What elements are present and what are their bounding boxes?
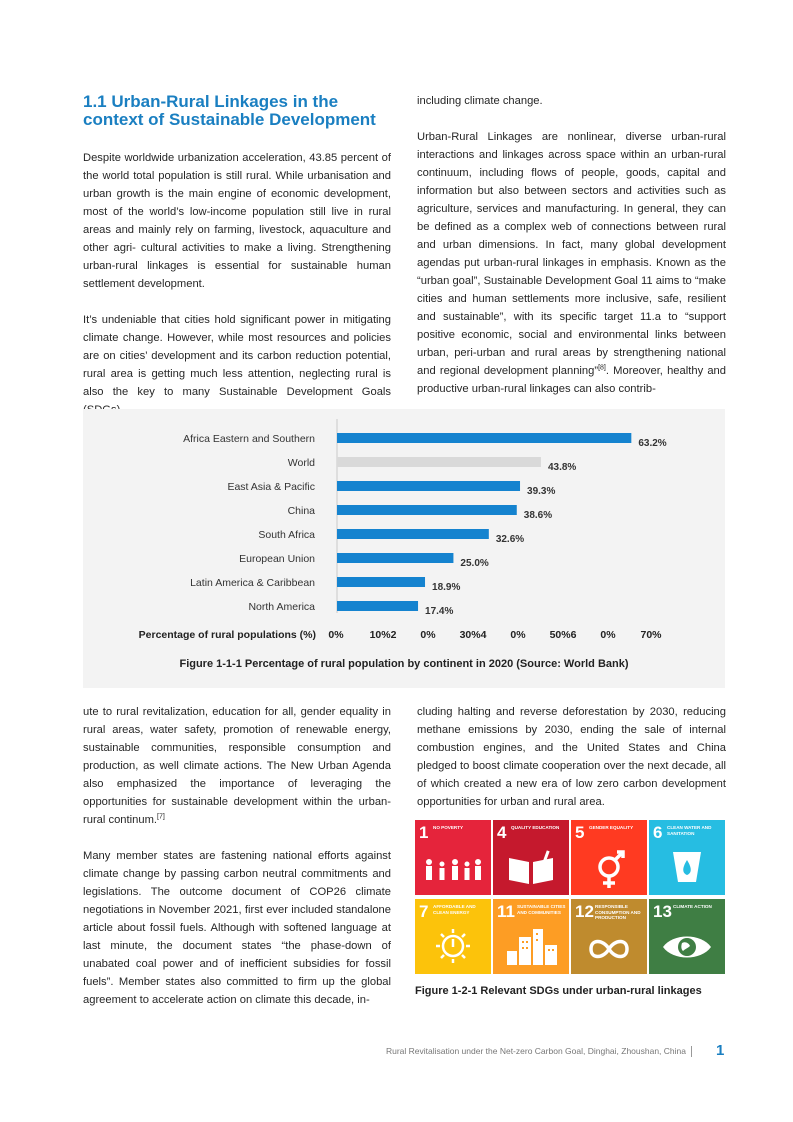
bottom-right-column	[417, 703, 726, 811]
bar-chart	[83, 409, 725, 649]
paragraph-text: ute to rural revitalization, education for all, gender equality in rural areas, water safety, promotion of renewable energy, sustainable communities, responsible consumption and production, as well climate actions. The New Urban Agenda also emphasized the importance of leveraging the opportunities for sustainable development within the urban-rural continum.	[83, 706, 391, 826]
sdg-label: CLIMATE ACTION	[673, 904, 712, 909]
bottom-left-column	[83, 703, 391, 1009]
category-label: North America	[248, 601, 315, 613]
x-tick-label: 70%	[640, 629, 662, 641]
bar	[337, 457, 541, 467]
reference-mark: [8]	[598, 364, 606, 372]
category-label: Latin America & Caribbean	[190, 577, 315, 589]
sdg-label: AFFORDABLE AND CLEAN ENERGY	[433, 904, 476, 915]
sdg-number: 6	[653, 823, 663, 842]
bar	[337, 505, 517, 515]
sdg-tile-12	[571, 899, 647, 974]
paragraph	[83, 703, 391, 829]
x-tick-label: 50%6	[549, 629, 577, 641]
bar	[337, 577, 425, 587]
page-number: 1	[716, 1042, 725, 1059]
x-tick-label: 0%	[600, 629, 616, 641]
sdg-tile-7	[415, 899, 491, 974]
category-label: European Union	[239, 553, 315, 565]
paragraph	[417, 128, 726, 398]
category-label: South Africa	[258, 529, 315, 541]
book-icon	[493, 820, 569, 895]
sdg-label: QUALITY EDUCATION	[511, 825, 560, 830]
value-label: 39.3%	[527, 486, 556, 497]
people-icon	[415, 820, 491, 895]
eye-globe-icon	[649, 899, 725, 974]
sdg-tile-13	[649, 899, 725, 974]
sdg-number: 12	[575, 902, 594, 921]
sdg-tile-11	[493, 899, 569, 974]
x-tick-label: 30%4	[459, 629, 487, 641]
sdg-label: CLEAN WATER AND SANITATION	[667, 825, 712, 836]
x-tick-label: 0%	[328, 629, 344, 641]
sdg-number: 7	[419, 902, 429, 921]
x-tick-label: 0%	[420, 629, 436, 641]
bar	[337, 433, 631, 443]
sdg-label: RESPONSIBLE CONSUMPTION AND PRODUCTION	[595, 904, 641, 920]
sdg-tile-1	[415, 820, 491, 895]
bar	[337, 481, 520, 491]
value-label: 32.6%	[495, 534, 525, 545]
section-title: 1.1 Urban-Rural Linkages in the context of Sustainable Development	[83, 92, 376, 129]
top-right-column	[417, 92, 726, 398]
x-tick-label: 10%2	[369, 629, 397, 641]
bar	[337, 553, 453, 563]
category-label: World	[287, 457, 315, 469]
category-label: Africa Eastern and Southern	[183, 433, 315, 445]
paragraph: Many member states are fastening national efforts against climate change by passing carbon neutral commitments and legislations. The outcome document of COP26 climate negotiations in November 2021, first ever included standalone article about fossil fuels. Although with softened language at last minute, the document states “the phase-down of unabated coal power and of inefficient subsidies for fossil fuels”. Member states also committed to firm up the global agreement to accelerate action on climate this decade, in-	[83, 850, 391, 1006]
value-label: 63.2%	[638, 438, 667, 449]
paragraph: cluding halting and reverse deforestation by 2030, reducing methane emissions by 2030, ending the sale of internal combustion engines, and the United States and China pledged to boost climate cooperation over the next decade, all of which created a new era of low zero carbon development opportunities for urban and rural area.	[417, 706, 726, 808]
reference-mark: [7]	[157, 813, 165, 821]
paragraph: Despite worldwide urbanization acceleration, 43.85 percent of the world total population is still rural. While urbanisation and urban growth is the main engine of economic development, most of the world’s low-income population still live in rural areas and mainly rely on farming, livestock, aquaculture and other agri- cultural activities to make a living. Strengthening urban-rural linkages is essential for sustainable human settlement development.	[83, 152, 391, 290]
sdg-label: NO POVERTY	[433, 825, 464, 830]
value-label: 17.4%	[425, 606, 454, 617]
sdg-figure-caption: Figure 1-2-1 Relevant SDGs under urban-rural linkages	[415, 985, 702, 997]
sdg-number: 4	[497, 823, 507, 842]
sdg-tile-6	[649, 820, 725, 895]
category-label: East Asia & Pacific	[227, 481, 315, 493]
value-label: 43.8%	[547, 462, 577, 473]
bar	[337, 601, 418, 611]
rural-population-chart	[83, 409, 725, 688]
x-tick-label: 0%	[510, 629, 526, 641]
chart-caption: Figure 1-1-1 Percentage of rural population by continent in 2020 (Source: World Bank)	[179, 658, 629, 670]
sdg-grid	[415, 820, 726, 974]
sdg-tile-5	[571, 820, 647, 895]
page-footer-title: Rural Revitalisation under the Net-zero Carbon Goal, Dinghai, Zhoushan, China	[385, 1046, 686, 1056]
sdg-number: 11	[497, 902, 515, 921]
sdg-tile-4	[493, 820, 569, 895]
infinity-icon	[571, 899, 647, 974]
sdg-number: 1	[419, 823, 429, 842]
value-label: 25.0%	[460, 558, 489, 569]
bar	[337, 529, 489, 539]
water-icon	[649, 820, 725, 895]
city-icon	[493, 899, 569, 974]
value-label: 38.6%	[523, 510, 553, 521]
footer-divider	[691, 1046, 692, 1057]
category-label: China	[287, 505, 315, 517]
paragraph-text: Urban-Rural Linkages are nonlinear, diverse urban-rural interactions and linkages across space within an urban-rural continuum, including flows of people, goods, capital and information but also between sectors and activities such as agriculture, services and manufacturing. In general, they can be defined as a complex web of connections between rural and urban dimensions. In fact, many global development agendas put urban-rural linkages in emphasis. Known as the “urban goal”, Sustainable Development Goal 11 aims to “make cities and human settlements more inclusive, safe, resilient and sustainable”, with its specific target 11.a to “support positive economic, social and environmental links between urban, peri-urban and rural areas by strengthening national and regional development planning”	[417, 131, 726, 377]
value-label: 18.9%	[432, 582, 461, 593]
sdg-label: SUSTAINABLE CITIES AND COMMUNITIES	[517, 904, 566, 915]
paragraph: including climate change.	[417, 95, 543, 107]
sdg-number: 13	[653, 902, 672, 921]
paragraph: It’s undeniable that cities hold significant power in mitigating climate change. However, while most resources and policies are on cities’ development and its carbon reduction potential, rural area is getting much less attention, neglecting rural is also the key to many Sustainable Development Goals	[83, 314, 391, 398]
energy-icon	[415, 899, 491, 974]
sdg-number: 5	[575, 823, 585, 842]
top-left-column	[83, 149, 391, 419]
x-axis-label: Percentage of rural populations (%)	[138, 629, 316, 641]
paragraph-text: . Moreover, healthy and productive urban-rural linkages can also contrib-	[417, 365, 727, 395]
gender-icon	[571, 820, 647, 895]
sdg-label: GENDER EQUALITY	[589, 825, 634, 830]
